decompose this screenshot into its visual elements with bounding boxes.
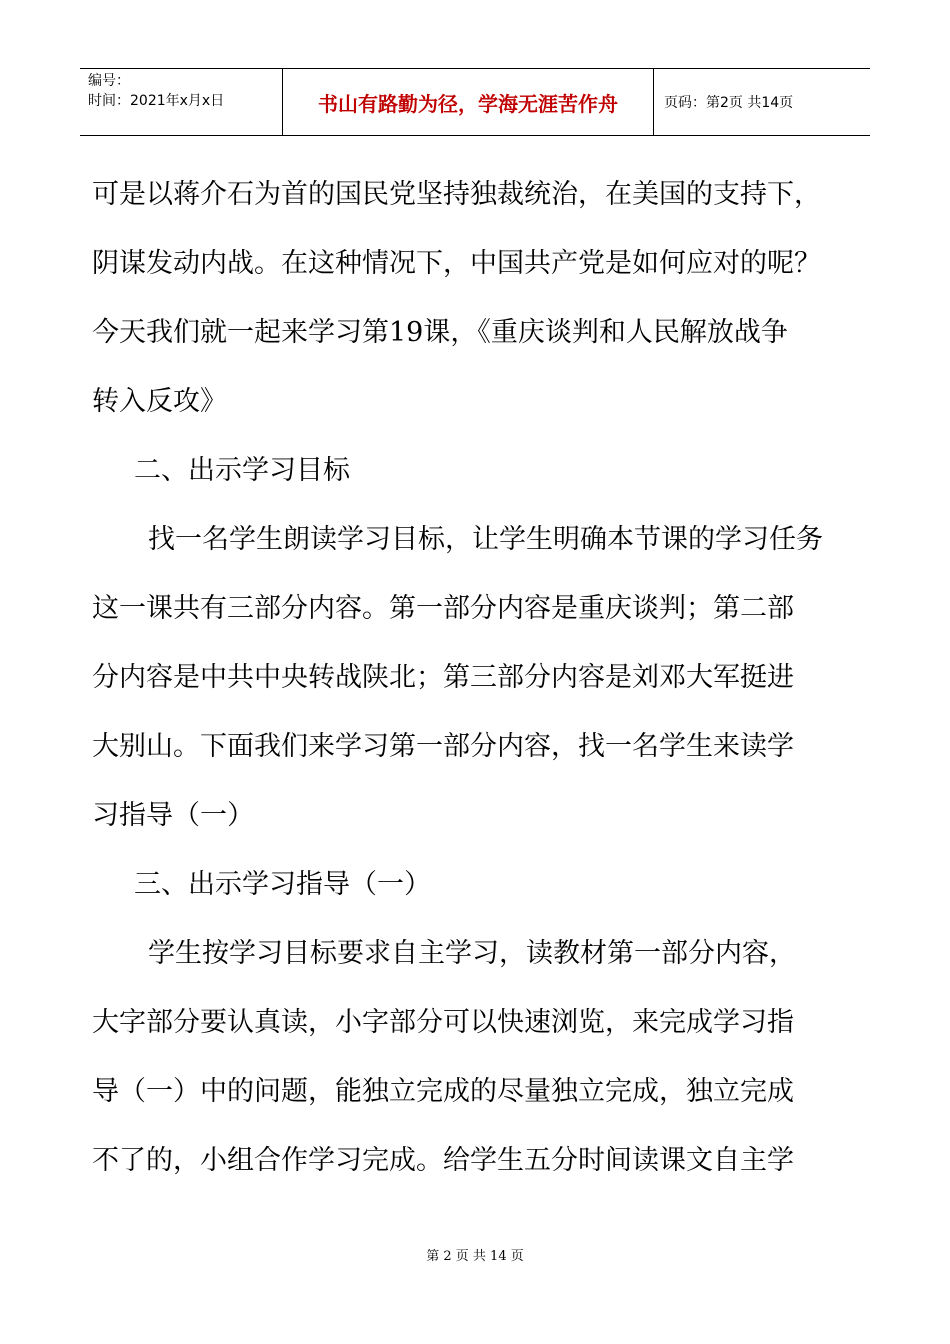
body-line: 转入反攻》 <box>92 386 227 417</box>
document-number-label: 编号： <box>88 73 130 89</box>
body-line: 找一名学生朗读学习目标，让学生明确本节课的学习任务 <box>148 524 823 555</box>
document-header <box>80 68 870 136</box>
body-line: 大字部分要认真读，小字部分可以快速浏览，来完成学习指 <box>92 1007 794 1038</box>
body-line: 习指导（一） <box>92 800 254 831</box>
body-line: 导（一）中的问题，能独立完成的尽量独立完成，独立完成 <box>92 1076 794 1107</box>
body-line: 大别山。下面我们来学习第一部分内容，找一名学生来读学 <box>92 731 794 762</box>
body-line: 这一课共有三部分内容。第一部分内容是重庆谈判；第二部 <box>92 593 794 624</box>
page-footer: 第 2 页 共 14 页 <box>426 1249 524 1264</box>
body-line: 可是以蒋介石为首的国民党坚持独裁统治，在美国的支持下， <box>92 179 821 210</box>
section-heading-guidance: 三、出示学习指导（一） <box>134 869 431 900</box>
document-time-label: 时间：2021年x月x日 <box>88 93 225 109</box>
header-motto: 书山有路勤为径，学海无涯苦作舟 <box>282 69 654 135</box>
document-body <box>92 160 882 1195</box>
body-line: 不了的，小组合作学习完成。给学生五分时间读课文自主学 <box>92 1145 794 1176</box>
body-line: 阴谋发动内战。在这种情况下，中国共产党是如何应对的呢？ <box>92 248 821 279</box>
body-line: 今天我们就一起来学习第19课，《重庆谈判和人民解放战争 <box>92 317 788 348</box>
header-page-info: 页码：第2页 共14页 <box>664 95 794 111</box>
header-meta <box>80 69 282 135</box>
body-line: 学生按学习目标要求自主学习，读教材第一部分内容， <box>148 938 796 969</box>
section-heading-objectives: 二、出示学习目标 <box>134 455 350 486</box>
body-line: 分内容是中共中央转战陕北；第三部分内容是刘邓大军挺进 <box>92 662 794 693</box>
